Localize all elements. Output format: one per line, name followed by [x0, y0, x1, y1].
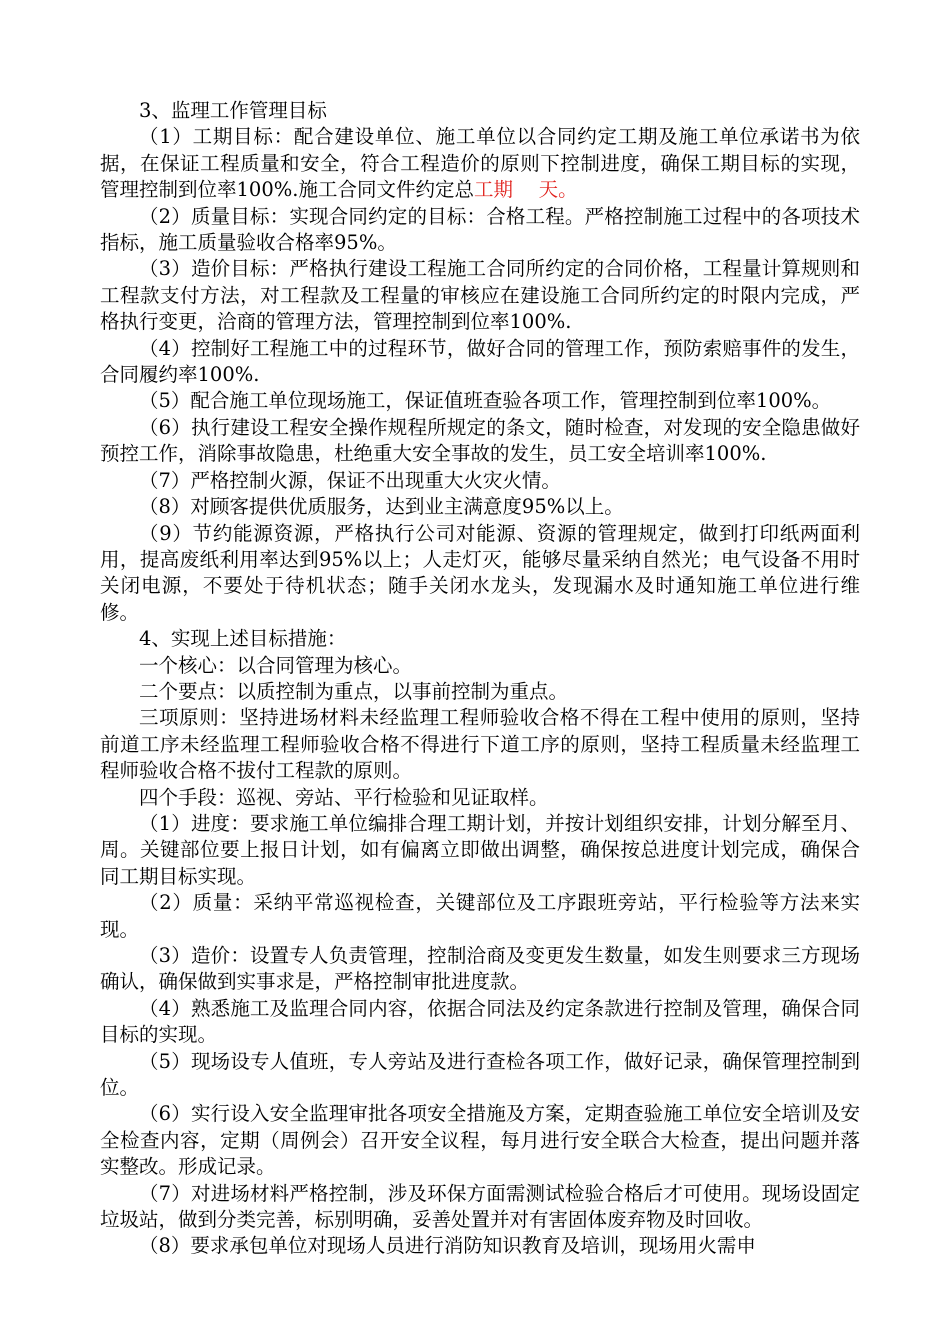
paragraph-cost-goal: （3）造价目标：严格执行建设工程施工合同所约定的合同价格，工程量计算规则和工程款支付方法，对工程款及工程量的审核应在建设施工合同所约定的时限内完成，严格执行变更，洽商的管理方法，管理控制到位率100%. [100, 257, 860, 334]
paragraph-safety-goal: （6）执行建设工程安全操作规程所规定的条文，随时检查，对发现的安全隐患做好预控工作，消除事故隐患，杜绝重大安全事故的发生，员工安全培训率100%. [100, 415, 860, 466]
paragraph-measure-materials: （7）对进场材料严格控制，涉及环保方面需测试检验合格后才可使用。现场设固定垃圾站，做到分类完善，标别明确，妥善处置并对有害固体废弃物及时回收。 [100, 1181, 860, 1232]
paragraph-three-principles: 三项原则：坚持进场材料未经监理工程师验收合格不得在工程中使用的原则，坚持前道工序未经监理工程师验收合格不得进行下道工序的原则，坚持工程质量未经监理工程师验收合格不拔付工程款的原则。 [100, 706, 860, 783]
document-page [100, 98, 860, 1260]
paragraph-measure-safety: （6）实行设入安全监理审批各项安全措施及方案，定期查验施工单位安全培训及安全检查内容，定期（周例会）召开安全议程，每月进行安全联合大检查，提出问题并落实整改。形成记录。 [100, 1102, 860, 1179]
section-heading-4: 4、实现上述目标措施： [139, 627, 347, 651]
section-heading-3: 3、监理工作管理目标 [139, 99, 327, 122]
paragraph-measure-cost: （3）造价：设置专人负责管理，控制洽商及变更发生数量，如发生则要求三方现场确认，确保做到实事求是，严格控制审批进度款。 [100, 944, 860, 994]
paragraph-schedule-goal [100, 124, 860, 203]
paragraph-service-goal: （8）对顾客提供优质服务，达到业主满意度95%以上。 [139, 495, 624, 519]
paragraph-measure-quality: （2）质量：采纳平常巡视检查，关键部位及工序跟班旁站，平行检验等方法来实现。 [100, 891, 860, 941]
paragraph-one-core: 一个核心：以合同管理为核心。 [139, 653, 413, 677]
paragraph-quality-goal: （2）质量目标：实现合同约定的目标：合格工程。严格控制施工过程中的各项技术指标，施工质量验收合格率95%。 [100, 204, 860, 255]
paragraph-measure-duty: （5）现场设专人值班，专人旁站及进行查检各项工作，做好记录，确保管理控制到位。 [100, 1049, 860, 1100]
highlighted-text: 工期 天。 [473, 178, 578, 202]
paragraph-contract-goal: （4）控制好工程施工中的过程环节，做好合同的管理工作，预防索赔事件的发生，合同履约率100%. [100, 336, 860, 387]
paragraph-two-points: 二个要点：以质控制为重点，以事前控制为重点。 [139, 679, 569, 703]
paragraph-fire-goal: （7）严格控制火源，保证不出现重大火灾火情。 [139, 468, 561, 492]
paragraph-measure-contract: （4）熟悉施工及监理合同内容，依据合同法及约定条款进行控制及管理，确保合同目标的实现。 [100, 996, 860, 1047]
paragraph-energy-goal: （9）节约能源资源，严格执行公司对能源、资源的管理规定，做到打印纸两面利用，提高废纸利用率达到95%以上；人走灯灭，能够尽量采纳自然光；电气设备不用时关闭电源，不要处于待机状态；随手关闭水龙头，发现漏水及时通知施工单位进行维修。 [100, 521, 860, 624]
paragraph-measure-fire: （8）要求承包单位对现场人员进行消防知识教育及培训，现场用火需申 [139, 1234, 756, 1258]
paragraph-measure-schedule: （1）进度：要求施工单位编排合理工期计划，并按计划组织安排，计划分解至月、周。关键部位要上报日计划，如有偏离立即做出调整，确保按总进度计划完成，确保合同工期目标实现。 [100, 811, 860, 888]
paragraph-text: （1）工期目标：配合建设单位、施工单位以合同约定工期及施工单位承诺书为依据，在保证工程质量和安全，符合工程造价的原则下控制进度，确保工期目标的实现，管理控制到位率100%.施工合同文件约定总 [100, 125, 860, 202]
paragraph-four-means: 四个手段：巡视、旁站、平行检验和见证取样。 [139, 785, 549, 809]
paragraph-site-goal: （5）配合施工单位现场施工，保证值班查验各项工作，管理控制到位率100%。 [139, 389, 832, 413]
